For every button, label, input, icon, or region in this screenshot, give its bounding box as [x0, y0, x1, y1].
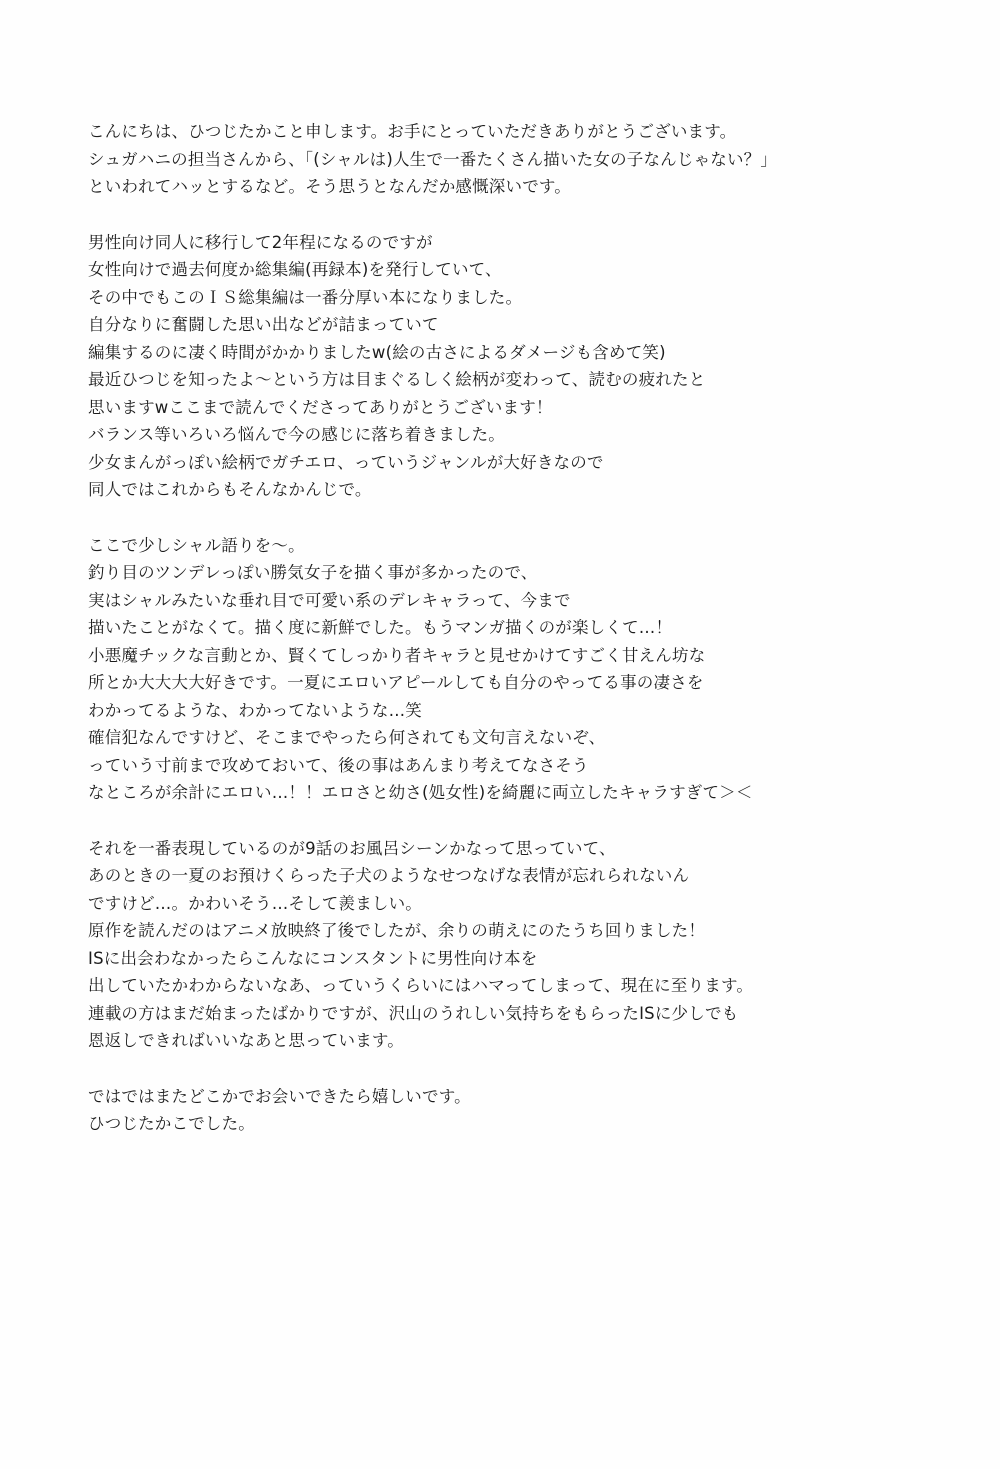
- text-line: バランス等いろいろ悩んで今の感じに落ち着きました。: [88, 425, 506, 444]
- text-line: その中でもこのＩＳ総集編は一番分厚い本になりました。: [88, 287, 523, 307]
- text-line: 確信犯なんですけど、そこまでやったら何されても文句言えないぞ、: [88, 728, 606, 747]
- text-line: 同人ではこれからもそんなかんじで。: [88, 480, 372, 499]
- text-line: シュガハニの担当さんから、「(シャルは)人生で一番たくさん描いた女の子なんじゃない？」: [88, 149, 778, 169]
- text-line: 所とか大大大大好きです。一夏にエロいアピールしても自分のやってる事の凄さを: [88, 673, 704, 692]
- text-line: ISに出会わなかったらこんなにコンスタントに男性向け本を: [88, 948, 538, 968]
- paragraph-greeting: [88, 118, 918, 201]
- text-line: 実はシャルみたいな垂れ目で可愛い系のデレキャラって、今まで: [88, 590, 571, 610]
- text-line: 最近ひつじを知ったよ〜という方は目まぐるしく絵柄が変わって、読むの疲れたと: [88, 370, 706, 389]
- text-line: 女性向けで過去何度か総集編(再録本)を発行していて、: [88, 260, 502, 279]
- text-line: 恩返しできればいいなあと思っています。: [88, 1031, 404, 1050]
- paragraph-doujin-history: [88, 229, 918, 504]
- text-line: 原作を読んだのはアニメ放映終了後でしたが、余りの萌えにのたうち回りました！: [88, 921, 706, 940]
- text-line: ではではまたどこかでお会いできたら嬉しいです。: [88, 1086, 471, 1106]
- text-line: あのときの一夏のお預けくらった子犬のようなせつなげな表情が忘れられないん: [88, 866, 690, 885]
- text-line: 少女まんがっぽい絵柄でガチエロ、っていうジャンルが大好きなので: [88, 452, 604, 472]
- paragraph-charl-talk: [88, 532, 918, 807]
- paragraph-closing: [88, 1083, 918, 1138]
- text-line: といわれてハッとするなど。そう思うとなんだか感慨深いです。: [88, 177, 571, 196]
- text-line: わかってるような、わかってないような…笑: [88, 700, 422, 720]
- paragraph-episode-nine: [88, 835, 918, 1055]
- afterword-text-block: [88, 118, 918, 1138]
- text-line: 釣り目のツンデレっぽい勝気女子を描く事が多かったので、: [88, 563, 538, 582]
- text-line: 編集するのに凄く時間がかかりましたw(絵の古さによるダメージも含めて笑): [88, 342, 666, 362]
- text-line: ここで少しシャル語りを〜。: [88, 535, 305, 555]
- text-line: 連載の方はまだ始まったばかりですが、沢山のうれしい気持ちをもらったISに少しでも: [88, 1003, 739, 1023]
- text-line: 出していたかわからないなあ、っていうくらいにはハマってしまって、現在に至ります。: [88, 976, 754, 995]
- text-line: 小悪魔チックな言動とか、賢くてしっかり者キャラと見せかけてすごく甘えん坊な: [88, 645, 706, 665]
- text-line: 思いますwここまで読んでくださってありがとうございます！: [88, 397, 553, 417]
- text-line: 男性向け同人に移行して2年程になるのですが: [88, 232, 433, 252]
- text-line: なところが余計にエロい…！！エロさと幼さ(処女性)を綺麗に両立したキャラすぎて＞＜: [88, 783, 753, 802]
- text-line: ひつじたかこでした。: [88, 1114, 255, 1133]
- text-line: それを一番表現しているのが9話のお風呂シーンかなって思っていて、: [88, 838, 616, 858]
- text-line: 描いたことがなくて。描く度に新鮮でした。もうマンガ描くのが楽しくて…！: [88, 618, 673, 637]
- text-line: っていう寸前まで攻めておいて、後の事はあんまり考えてなさそう: [88, 755, 589, 775]
- text-line: 自分なりに奮闘した思い出などが詰まっていて: [88, 315, 439, 334]
- text-line: ですけど…。かわいそう…そして羨ましい。: [88, 893, 422, 913]
- text-line: こんにちは、ひつじたかこと申します。お手にとっていただきありがとうございます。: [88, 122, 737, 141]
